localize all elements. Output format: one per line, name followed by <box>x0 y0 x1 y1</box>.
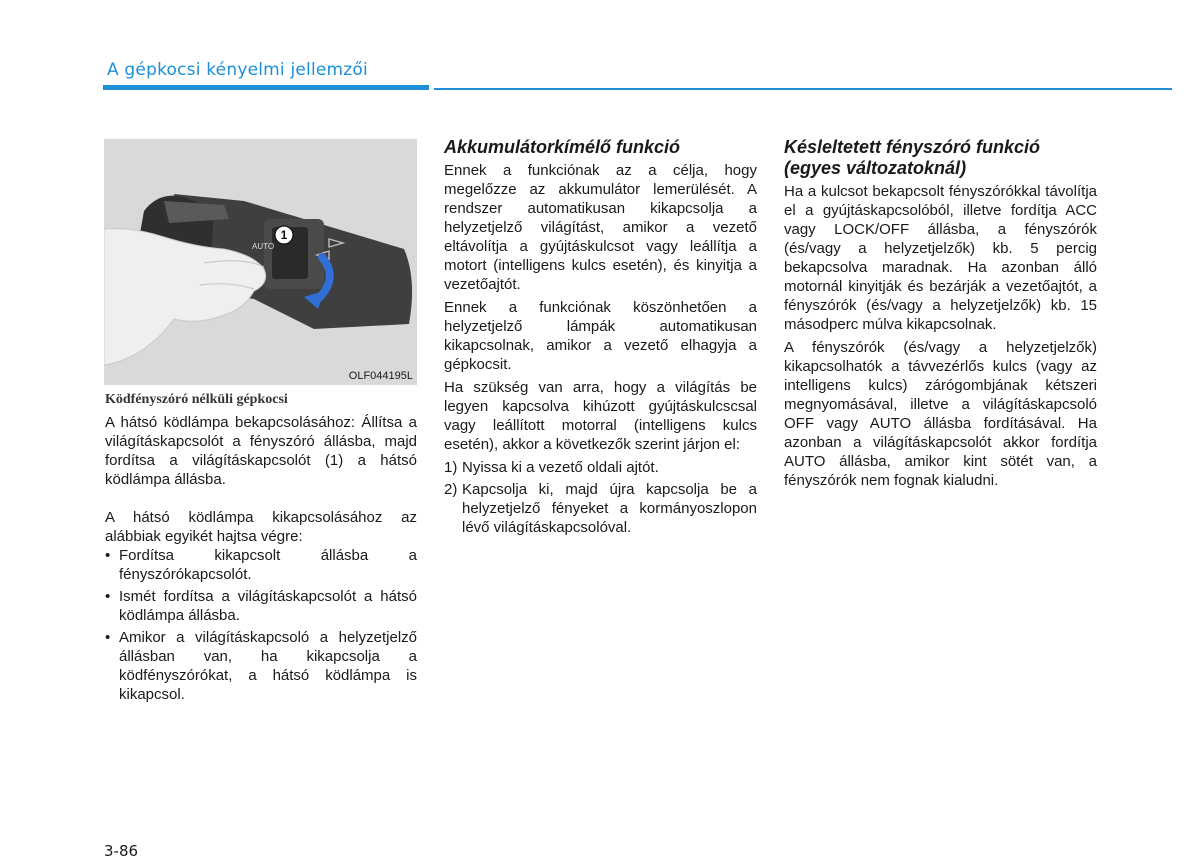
column-left <box>105 390 417 707</box>
figure-caption: Ködfényszóró nélküli gépkocsi <box>105 392 288 407</box>
paragraph-battery-saver-purpose: Ennek a funkciónak az a célja, hogy megelőzze az akkumulátor lemerülését. A rendszer automatikusan kikapcsolja a helyzetjelző világítást, amikor a vezető eltávolítja a gyújtáskulcsot vagy leállítja a motort (intelligens kulcs esetén), és kinyitja a vezetőajtót. <box>444 162 757 293</box>
heading-delayed-headlight: Késleltetett fényszóró funkció (egyes változatoknál) <box>784 137 1041 178</box>
list-item: • Amikor a világításkapcsoló a helyzetjelző állásban van, ha kikapcsolja a ködfényszórókat, a hátsó ködlámpa is kikapcsol. <box>105 629 417 703</box>
paragraph-rear-fog-on: A hátsó ködlámpa bekapcsolásához: Állítsa a világításkapcsolót a fényszóró állásba, majd fordítsa a világításkapcsolót (1) a hátsó ködlámpa állásba. <box>105 414 417 488</box>
heading-battery-saver: Akkumulátorkímélő funkció <box>444 137 681 157</box>
lighting-switch-illustration <box>104 139 417 385</box>
header-rule-thick <box>103 85 429 90</box>
lighting-switch-figure <box>104 139 417 385</box>
list-item: • Fordítsa kikapcsolt állásba a fényszórókapcsolót. <box>105 547 417 583</box>
paragraph-battery-saver-effect: Ennek a funkciónak köszönhetően a helyzetjelző lámpák automatikusan kikapcsolnak, amikor a vezető elhagyja a gépkocsit. <box>444 299 757 373</box>
bullet-marker: • <box>105 629 111 646</box>
bullet-list <box>105 546 417 704</box>
figure-code: OLF044195L <box>348 370 413 382</box>
column-middle <box>444 137 757 540</box>
bullet-marker: • <box>105 588 111 605</box>
list-item: 2) Kapcsolja ki, majd újra kapcsolja be a helyzetjelző fényeket a kormányoszlopon lévő világításkapcsolóval. <box>444 481 757 536</box>
paragraph-rear-fog-off: A hátsó ködlámpa kikapcsolásához az alábbiak egyikét hajtsa végre: <box>105 509 417 545</box>
header-rule-thin <box>434 88 1172 90</box>
column-right <box>784 137 1097 490</box>
list-item: 1) Nyissa ki a vezető oldali ajtót. <box>444 459 659 476</box>
page-number: 3-86 <box>104 842 139 860</box>
callout-number: 1 <box>280 228 288 242</box>
paragraph-delayed-headlight: Ha a kulcsot bekapcsolt fényszórókkal távolítja el a gyújtáskapcsolóból, illetve fordítja ACC vagy LOCK/OFF állásba, a fényszórók (és/vagy a helyzetjelzők) kb. 5 percig bekapcsolva maradnak. Ha azonban álló motornál kinyitják és bezárják a vezetőajtót, a fényszórók (és/vagy a helyzetjelzők) kb. 15 másodperc múlva kikapcsolnak. <box>784 183 1097 333</box>
steps-list <box>444 458 757 537</box>
paragraph-battery-saver-override: Ha szükség van arra, hogy a világítás be legyen kapcsolva kihúzott gyújtáskulcscsal vagy leállított motorral (intelligens kulcs esetén), akkor a következők szerint járjon el: <box>444 379 757 453</box>
paragraph-headlight-off: A fényszórók (és/vagy a helyzetjelzők) kikapcsolhatók a távvezérlős kulcs (vagy az intelligens kulcs) zárógombjának kétszeri megnyomásával, illetve a világításkapcsoló OFF vagy AUTO állásba fordításával. Ha azonban a világításkapcsolót akkor fordítja AUTO állásba, amikor kint sötét van, a fényszórók nem fognak kialudni. <box>784 339 1097 489</box>
list-item: • Ismét fordítsa a világításkapcsolót a hátsó ködlámpa állásba. <box>105 588 417 624</box>
switch-auto-label: AUTO <box>252 242 275 251</box>
section-title: A gépkocsi kényelmi jellemzői <box>107 60 368 80</box>
bullet-marker: • <box>105 547 111 564</box>
